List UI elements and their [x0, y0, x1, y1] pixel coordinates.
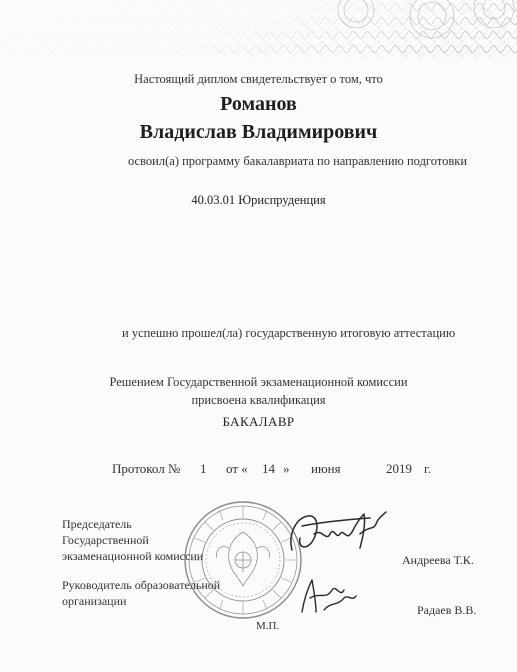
- head-signature-icon: [294, 572, 364, 620]
- head-name: Радаев В.В.: [417, 603, 477, 617]
- program-code-title: 40.03.01 Юриспруденция: [191, 193, 326, 207]
- protocol-year-suffix: г.: [424, 461, 432, 476]
- intro-text: Настоящий диплом свидетельствует о том, что: [134, 72, 383, 86]
- program-mastered-text: освоил(а) программу бакалавриата по направлению подготовки: [128, 154, 468, 168]
- chair-name: Андреева Т.К.: [402, 553, 474, 567]
- protocol-month: июня: [311, 461, 341, 476]
- graduate-given-names: Владислав Владимирович: [139, 121, 378, 143]
- protocol-close-quote: »: [283, 461, 290, 476]
- graduate-surname: Романов: [220, 93, 297, 115]
- protocol-year: 2019: [386, 461, 412, 476]
- security-pattern-band: [0, 0, 517, 58]
- decision-text-line2: присвоена квалификация: [191, 393, 326, 407]
- seal-place-mark: М.П.: [256, 620, 280, 632]
- attestation-text: и успешно прошел(ла) государственную итоговую аттестацию: [122, 326, 456, 340]
- head-title-line1: Руководитель образовательной: [62, 578, 221, 592]
- qualification-degree: БАКАЛАВР: [222, 414, 295, 429]
- chair-signature-icon: [282, 504, 392, 566]
- protocol-day: 14: [262, 461, 275, 476]
- decision-text-line1: Решением Государственной экзаменационной комиссии: [109, 375, 408, 389]
- protocol-number: 1: [200, 461, 207, 476]
- head-title-line2: организации: [62, 594, 127, 608]
- protocol-from: от «: [226, 461, 248, 476]
- chair-title-line1: Председатель: [62, 517, 132, 531]
- chair-title-line2: Государственной: [62, 533, 149, 547]
- protocol-label: Протокол №: [112, 461, 181, 476]
- chair-title-line3: экзаменационной комиссии: [62, 549, 204, 563]
